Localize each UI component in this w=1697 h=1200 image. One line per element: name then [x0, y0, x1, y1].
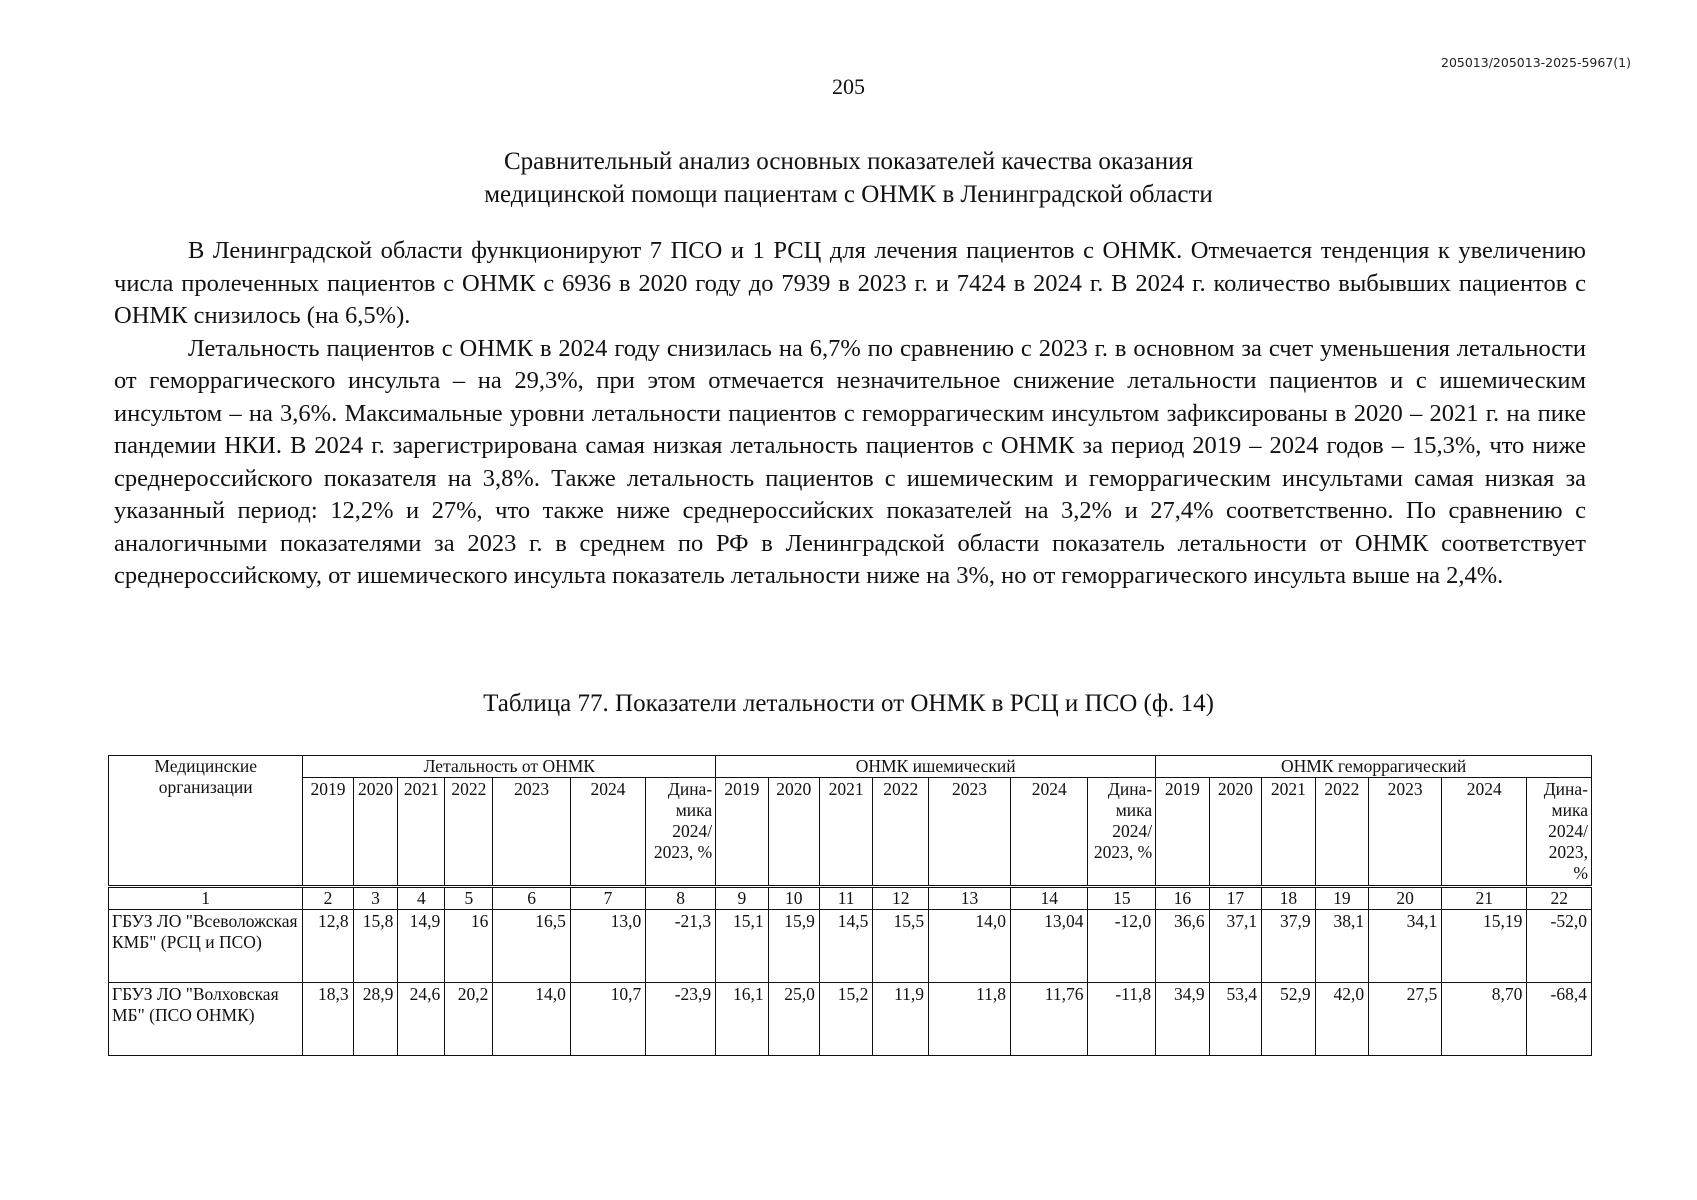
year-header: 2021 — [819, 778, 873, 887]
group-header-1: Летальность от ОНМК — [303, 756, 716, 778]
column-index: 11 — [819, 887, 873, 910]
value-cell: 15,5 — [873, 910, 929, 983]
column-index: 12 — [873, 887, 929, 910]
column-index: 16 — [1156, 887, 1210, 910]
year-header: 2020 — [1209, 778, 1261, 887]
title-line-1: Сравнительный анализ основных показателей качества оказания — [503, 148, 1193, 175]
year-header: 2019 — [303, 778, 353, 887]
value-cell: 15,9 — [768, 910, 819, 983]
value-cell: 15,2 — [819, 983, 873, 1056]
value-cell: 10,7 — [570, 983, 645, 1056]
column-index: 8 — [646, 887, 716, 910]
value-cell: 15,8 — [353, 910, 398, 983]
value-cell: 28,9 — [353, 983, 398, 1056]
column-index: 5 — [445, 887, 493, 910]
column-index: 1 — [109, 887, 303, 910]
value-cell: 38,1 — [1315, 910, 1369, 983]
value-cell: -68,4 — [1527, 983, 1592, 1056]
value-cell: 12,8 — [303, 910, 353, 983]
value-cell: -11,8 — [1088, 983, 1156, 1056]
page-number: 205 — [832, 74, 865, 99]
value-cell: 8,70 — [1442, 983, 1527, 1056]
year-header: 2020 — [353, 778, 398, 887]
column-index: 10 — [768, 887, 819, 910]
value-cell: 25,0 — [768, 983, 819, 1056]
value-cell: 16,5 — [493, 910, 571, 983]
value-cell: 15,19 — [1442, 910, 1527, 983]
table-caption: Таблица 77. Показатели летальности от ОНМК в РСЦ и ПСО (ф. 14) — [483, 690, 1214, 717]
title-line-2: медицинской помощи пациентам с ОНМК в Ленинградской области — [484, 181, 1213, 208]
value-cell: 16,1 — [716, 983, 768, 1056]
dynamics-header: Дина-мика 2024/ 2023, % — [646, 778, 716, 887]
paragraph-1: В Ленинградской области функционируют 7 ПСО и 1 РСЦ для лечения пациентов с ОНМК. Отмечается тенденция к увеличению числа пролеченных пациентов с ОНМК с 6936 в 2020 году до 7939 в 2023 г. и 7424 в 2024 г. В 2024 г. количество выбывших пациентов с ОНМК снизилось (на 6,5%). — [114, 237, 1586, 329]
org-name-cell: ГБУЗ ЛО "Всеволожская КМБ" (РСЦ и ПСО) — [109, 910, 303, 983]
year-header: 2019 — [1156, 778, 1210, 887]
value-cell: 14,0 — [929, 910, 1011, 983]
column-index: 18 — [1262, 887, 1316, 910]
header-row-years — [109, 778, 1592, 887]
value-cell: 24,6 — [398, 983, 445, 1056]
year-header: 2021 — [1262, 778, 1316, 887]
column-index: 3 — [353, 887, 398, 910]
year-header: 2024 — [1442, 778, 1527, 887]
value-cell: 27,5 — [1369, 983, 1442, 1056]
year-header: 2024 — [1010, 778, 1088, 887]
column-index: 20 — [1369, 887, 1442, 910]
year-header: 2019 — [716, 778, 768, 887]
dynamics-header: Дина-мика 2024/ 2023, % — [1088, 778, 1156, 887]
value-cell: 52,9 — [1262, 983, 1316, 1056]
column-index: 22 — [1527, 887, 1592, 910]
section-title — [0, 145, 1697, 211]
year-header: 2023 — [493, 778, 571, 887]
value-cell: 34,9 — [1156, 983, 1210, 1056]
year-header: 2021 — [398, 778, 445, 887]
value-cell: 42,0 — [1315, 983, 1369, 1056]
group-header-2: ОНМК ишемический — [716, 756, 1156, 778]
year-header: 2022 — [873, 778, 929, 887]
paragraph-2: Летальность пациентов с ОНМК в 2024 году снизилась на 6,7% по сравнению с 2023 г. в основном за счет уменьшения летальности от геморрагического инсульта – на 29,3%, при этом отмечается незначительное снижение летальности пациентов и с ишемическим инсультом – на 3,6%. Максимальные уровни летальности пациентов с геморрагическим инсультом зафиксированы в 2020 – 2021 г. на пике пандемии НКИ. В 2024 г. зарегистрирована самая низкая летальность пациентов с ОНМК за период 2019 – 2024 годов – 15,3%, что ниже среднероссийского показателя на 3,8%. Также летальность пациентов с ишемическим и геморрагическим инсультами самая низкая за указанный период: 12,2% и 27%, что также ниже среднероссийских показателей на 3,2% и 27,4% соответственно. По сравнению с аналогичными показателями за 2023 г. в среднем по РФ в Ленинградской области показатель летальности от ОНМК соответствует среднероссийскому, от ишемического инсульта показатель летальности ниже на 3%, но от геморрагического инсульта выше на 2,4%. — [114, 334, 1586, 589]
value-cell: 18,3 — [303, 983, 353, 1056]
value-cell: 36,6 — [1156, 910, 1210, 983]
header-row-groups — [109, 756, 1592, 778]
year-header: 2023 — [1369, 778, 1442, 887]
column-index: 15 — [1088, 887, 1156, 910]
value-cell: 37,1 — [1209, 910, 1261, 983]
value-cell: -52,0 — [1527, 910, 1592, 983]
value-cell: 14,0 — [493, 983, 571, 1056]
value-cell: 15,1 — [716, 910, 768, 983]
column-index: 7 — [570, 887, 645, 910]
value-cell: -21,3 — [646, 910, 716, 983]
year-header: 2023 — [929, 778, 1011, 887]
value-cell: 11,8 — [929, 983, 1011, 1056]
value-cell: 16 — [445, 910, 493, 983]
value-cell: 11,76 — [1010, 983, 1088, 1056]
year-header: 2022 — [445, 778, 493, 887]
table-row — [109, 983, 1592, 1056]
value-cell: 53,4 — [1209, 983, 1261, 1056]
column-index: 6 — [493, 887, 571, 910]
year-header: 2020 — [768, 778, 819, 887]
column-index: 14 — [1010, 887, 1088, 910]
year-header: 2024 — [570, 778, 645, 887]
org-name-cell: ГБУЗ ЛО "Волховская МБ" (ПСО ОНМК) — [109, 983, 303, 1056]
column-index: 9 — [716, 887, 768, 910]
year-header: 2022 — [1315, 778, 1369, 887]
column-index-row — [109, 887, 1592, 910]
column-index: 21 — [1442, 887, 1527, 910]
value-cell: 14,9 — [398, 910, 445, 983]
column-index: 4 — [398, 887, 445, 910]
mortality-table — [108, 755, 1592, 1056]
value-cell: 34,1 — [1369, 910, 1442, 983]
column-index: 19 — [1315, 887, 1369, 910]
document-id: 205013/205013-2025-5967(1) — [1441, 55, 1631, 70]
group-header-3: ОНМК геморрагический — [1156, 756, 1592, 778]
value-cell: 13,0 — [570, 910, 645, 983]
column-index: 2 — [303, 887, 353, 910]
value-cell: 14,5 — [819, 910, 873, 983]
value-cell: 13,04 — [1010, 910, 1088, 983]
value-cell: 11,9 — [873, 983, 929, 1056]
column-index: 13 — [929, 887, 1011, 910]
body-text — [114, 235, 1586, 593]
value-cell: -23,9 — [646, 983, 716, 1056]
column-index: 17 — [1209, 887, 1261, 910]
value-cell: -12,0 — [1088, 910, 1156, 983]
table-row — [109, 910, 1592, 983]
value-cell: 20,2 — [445, 983, 493, 1056]
org-column-header: Медицинские организации — [109, 756, 303, 887]
value-cell: 37,9 — [1262, 910, 1316, 983]
dynamics-header: Дина-мика 2024/ 2023, % — [1527, 778, 1592, 887]
